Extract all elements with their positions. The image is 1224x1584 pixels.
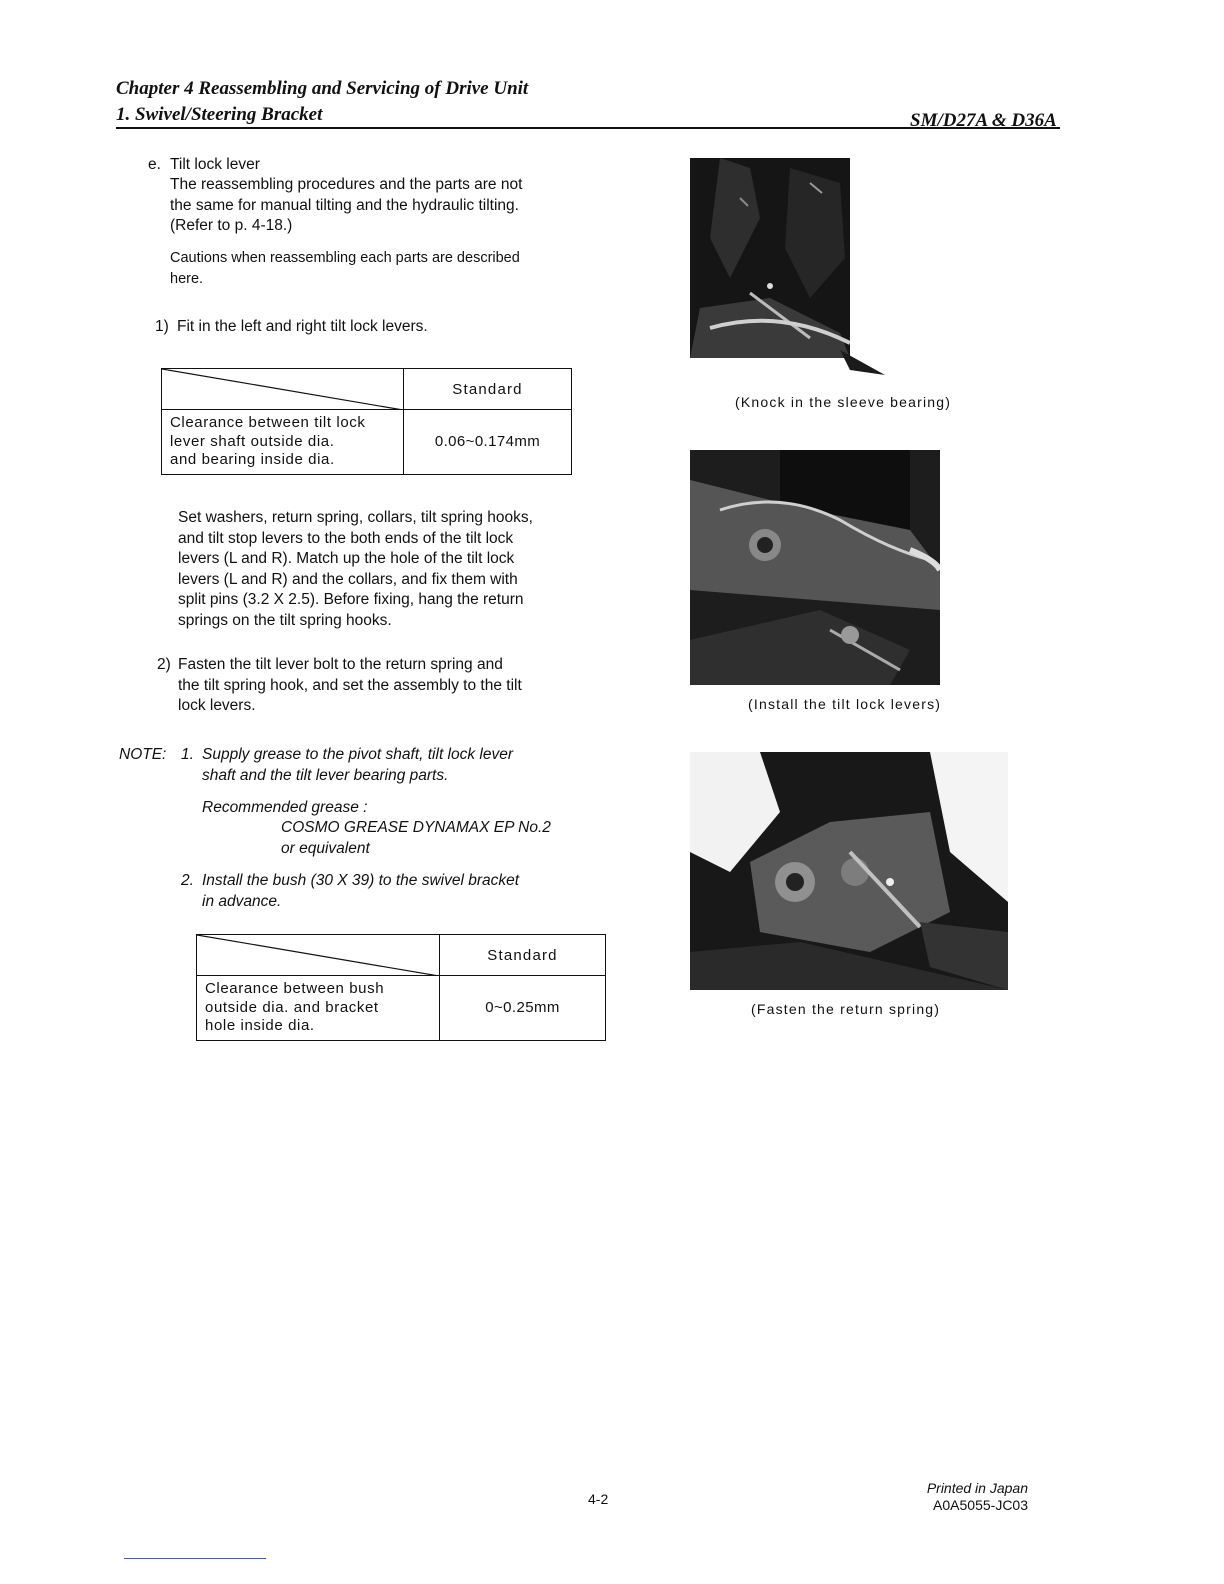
table2-value: 0~0.25mm bbox=[440, 976, 606, 1041]
note2-line: Install the bush (30 X 39) to the swivel bracket bbox=[202, 872, 520, 889]
table1-label-line: and bearing inside dia. bbox=[170, 451, 335, 468]
table2-diagonal-line bbox=[197, 935, 439, 976]
table2-diagonal-cell bbox=[197, 935, 440, 976]
step1-body-line: levers (L and R) and the collars, and fix them with bbox=[178, 570, 518, 588]
step2-body-line: the tilt spring hook, and set the assembly to the tilt bbox=[178, 676, 522, 694]
step2-body bbox=[178, 655, 522, 717]
table1-value: 0.06~0.174mm bbox=[404, 410, 572, 475]
photo-sleeve-bearing-tip-shape bbox=[840, 350, 890, 380]
cautions-line: Cautions when reassembling each parts are described bbox=[170, 250, 520, 266]
item-e-body bbox=[170, 175, 522, 237]
table1-diagonal-line bbox=[162, 369, 403, 410]
step1-body-line: levers (L and R). Match up the hole of the tilt lock bbox=[178, 550, 515, 567]
cautions-line: here. bbox=[170, 270, 204, 287]
table1-label-line: Clearance between tilt lock bbox=[170, 414, 366, 431]
table2-header: Standard bbox=[440, 935, 606, 976]
grease-name: COSMO GREASE DYNAMAX EP No.2 bbox=[281, 819, 551, 836]
step1-body-line: Set washers, return spring, collars, tilt spring hooks, bbox=[178, 509, 533, 526]
clearance-table-1 bbox=[161, 368, 572, 475]
item-e-line: (Refer to p. 4-18.) bbox=[170, 217, 293, 234]
section-title: 1. Swivel/Steering Bracket bbox=[116, 104, 323, 125]
table2-label-line: hole inside dia. bbox=[205, 1017, 315, 1034]
note1-number: 1. bbox=[181, 746, 194, 763]
cautions-text bbox=[170, 248, 520, 289]
photo-tilt-lock-levers bbox=[690, 450, 940, 685]
step1-body bbox=[178, 508, 533, 631]
item-e-label: e. bbox=[148, 156, 161, 173]
photo-return-spring-image bbox=[690, 752, 1008, 990]
photo-return-spring bbox=[690, 752, 1008, 990]
item-e-title: Tilt lock lever bbox=[170, 156, 260, 173]
item-e-line: The reassembling procedures and the parts are not bbox=[170, 176, 523, 193]
table2-label bbox=[197, 976, 440, 1041]
step2-body-line: lock levers. bbox=[178, 697, 256, 714]
model-label: SM/D27A & D36A bbox=[910, 110, 1057, 131]
step1-body-line: and tilt stop levers to the both ends of the tilt lock bbox=[178, 529, 514, 547]
clearance-table-2 bbox=[196, 934, 606, 1041]
document-code: A0A5055-JC03 bbox=[933, 1497, 1028, 1513]
note2-line: in advance. bbox=[202, 893, 282, 910]
caption-tilt-lock-levers: (Install the tilt lock levers) bbox=[748, 696, 942, 712]
step2-number: 2) bbox=[157, 656, 171, 673]
step1-body-line: split pins (3.2 X 2.5). Before fixing, hang the return bbox=[178, 591, 524, 608]
item-e-line: the same for manual tilting and the hydraulic tilting. bbox=[170, 196, 519, 214]
caption-sleeve-bearing: (Knock in the sleeve bearing) bbox=[735, 394, 952, 410]
grease-alternative: or equivalent bbox=[281, 840, 370, 857]
grease-label: Recommended grease : bbox=[202, 799, 368, 816]
table1-label bbox=[162, 410, 404, 475]
chapter-title: Chapter 4 Reassembling and Servicing of Drive Unit bbox=[116, 78, 529, 99]
note1-line: shaft and the tilt lever bearing parts. bbox=[202, 767, 449, 784]
step1-title: Fit in the left and right tilt lock levers. bbox=[177, 318, 428, 335]
note2-text bbox=[202, 870, 519, 912]
step1-body-line: springs on the tilt spring hooks. bbox=[178, 611, 392, 629]
photo-sleeve-bearing bbox=[690, 158, 850, 358]
step1-number: 1) bbox=[155, 318, 169, 335]
note-label: NOTE: bbox=[119, 746, 167, 763]
photo-tilt-lock-levers-image bbox=[690, 450, 940, 685]
photo-sleeve-bearing-image bbox=[690, 158, 850, 358]
bottom-link-rule bbox=[124, 1558, 266, 1559]
table1-diagonal-cell bbox=[162, 369, 404, 410]
printed-in-japan: Printed in Japan bbox=[926, 1480, 1028, 1496]
note1-line: Supply grease to the pivot shaft, tilt lock lever bbox=[202, 746, 514, 763]
table1-header: Standard bbox=[404, 369, 572, 410]
table2-label-line: Clearance between bush bbox=[205, 980, 385, 997]
table1-label-line: lever shaft outside dia. bbox=[170, 432, 335, 450]
step2-body-line: Fasten the tilt lever bolt to the return spring and bbox=[178, 656, 503, 673]
photo-sleeve-bearing-tip bbox=[840, 350, 890, 380]
note1-text bbox=[202, 744, 513, 786]
page-number: 4-2 bbox=[588, 1491, 609, 1507]
table2-label-line: outside dia. and bracket bbox=[205, 998, 379, 1016]
header-rule bbox=[116, 127, 1060, 129]
caption-return-spring: (Fasten the return spring) bbox=[751, 1001, 941, 1017]
note2-number: 2. bbox=[181, 872, 194, 889]
